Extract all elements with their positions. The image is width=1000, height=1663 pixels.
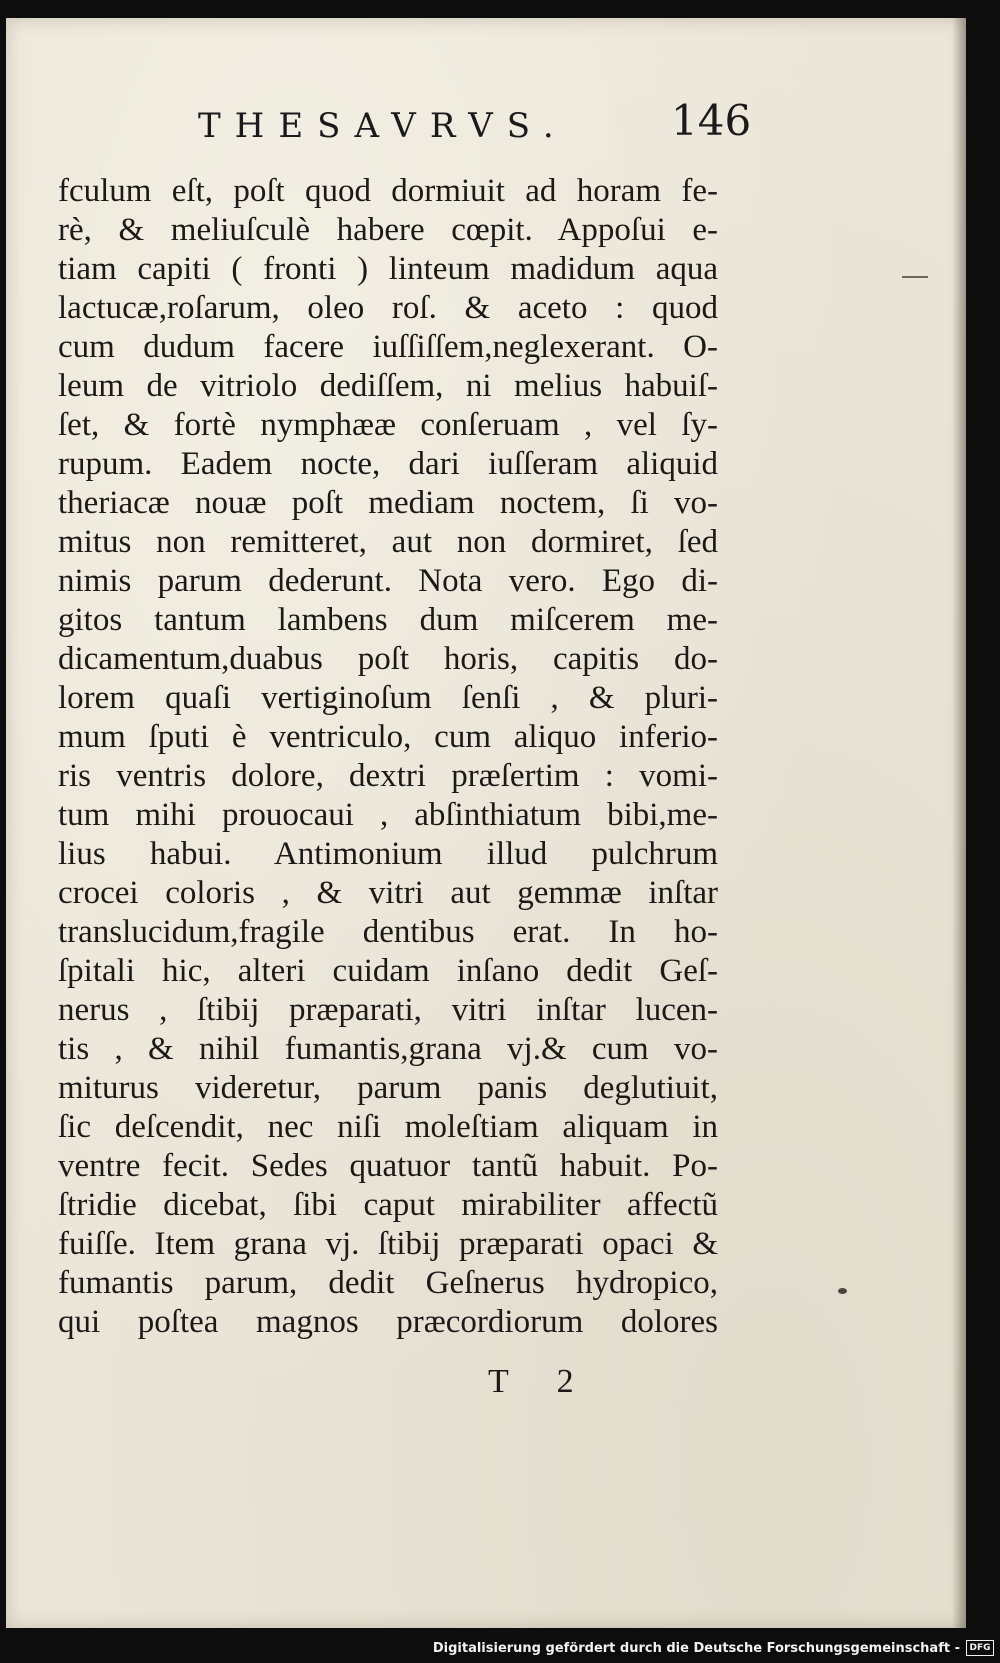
- text-line: tiam capiti ( fronti ) linteum madidum aqua: [58, 251, 718, 287]
- text-line: tum mihi prouocaui , abſinthiatum bibi,me-: [58, 797, 718, 833]
- text-line: crocei coloris , & vitri aut gemmæ inſtar: [58, 875, 718, 911]
- signature-mark: T 2: [488, 1363, 594, 1400]
- margin-dash-mark: [902, 276, 928, 278]
- page-edge-shadow: [952, 18, 966, 1628]
- text-line: ſic deſcendit, nec niſi moleſtiam aliquam in: [58, 1109, 718, 1145]
- digitization-credit: [433, 1637, 994, 1659]
- text-line: theriacæ nouæ poſt mediam noctem, ſi vo-: [58, 485, 718, 521]
- text-line: fuiſſe. Item grana vj. ſtibij præparati opaci &: [58, 1226, 718, 1262]
- paper-spot: [838, 1288, 847, 1294]
- text-line: fumantis parum, dedit Geſnerus hydropico,: [58, 1265, 718, 1301]
- text-line: rupum. Eadem nocte, dari iuſſeram aliquid: [58, 446, 718, 482]
- text-line: cum dudum facere iuſſiſſem,neglexerant. O-: [58, 329, 718, 365]
- text-line: ſpitali hic, alteri cuidam inſano dedit Geſ-: [58, 953, 718, 989]
- text-line: leum de vitriolo dediſſem, ni melius habuiſ-: [58, 368, 718, 404]
- credit-text: Digitalisierung gefördert durch die Deutsche Forschungsgemeinschaft -: [432, 1640, 960, 1656]
- text-line: rè, & meliuſculè habere cœpit. Appoſui e-: [58, 212, 718, 248]
- text-line: lactucæ,roſarum, oleo roſ. & aceto : quod: [58, 290, 718, 326]
- body-text: [58, 172, 718, 1342]
- text-line: mitus non remitteret, aut non dormiret, ſed: [58, 524, 718, 560]
- running-title: THESAVRVS.: [198, 106, 568, 146]
- page-header: [6, 90, 966, 160]
- text-line: qui poſtea magnos præcordiorum dolores: [58, 1304, 718, 1340]
- page-number: 146: [671, 96, 752, 145]
- text-line: nimis parum dederunt. Nota vero. Ego di-: [58, 563, 718, 599]
- text-line: lorem quaſi vertiginoſum ſenſi , & pluri-: [58, 680, 718, 716]
- text-line: dicamentum,duabus poſt horis, capitis do-: [58, 641, 718, 677]
- text-line: fculum eſt, poſt quod dormiuit ad horam fe-: [58, 173, 718, 209]
- text-line: ventre fecit. Sedes quatuor tantũ habuit. Po-: [58, 1148, 718, 1184]
- text-line: ſtridie dicebat, ſibi caput mirabiliter affectũ: [58, 1187, 718, 1223]
- text-line: ris ventris dolore, dextri præſertim : vomi-: [58, 758, 718, 794]
- dfg-logo: [966, 1640, 994, 1656]
- text-line: translucidum,fragile dentibus erat. In ho-: [58, 914, 718, 950]
- text-line: mum ſputi è ventriculo, cum aliquo inferio-: [58, 719, 718, 755]
- text-line: ſet, & fortè nymphææ conſeruam , vel ſy-: [58, 407, 718, 443]
- text-line: tis , & nihil fumantis,grana vj.& cum vo-: [58, 1031, 718, 1067]
- book-page: [6, 18, 966, 1628]
- text-line: nerus , ſtibij præparati, vitri inſtar lucen-: [58, 992, 718, 1028]
- dfg-logo-text: DFG: [969, 1643, 991, 1653]
- text-line: gitos tantum lambens dum miſcerem me-: [58, 602, 718, 638]
- text-line: lius habui. Antimonium illud pulchrum: [58, 836, 718, 872]
- text-line: miturus videretur, parum panis deglutiuit,: [58, 1070, 718, 1106]
